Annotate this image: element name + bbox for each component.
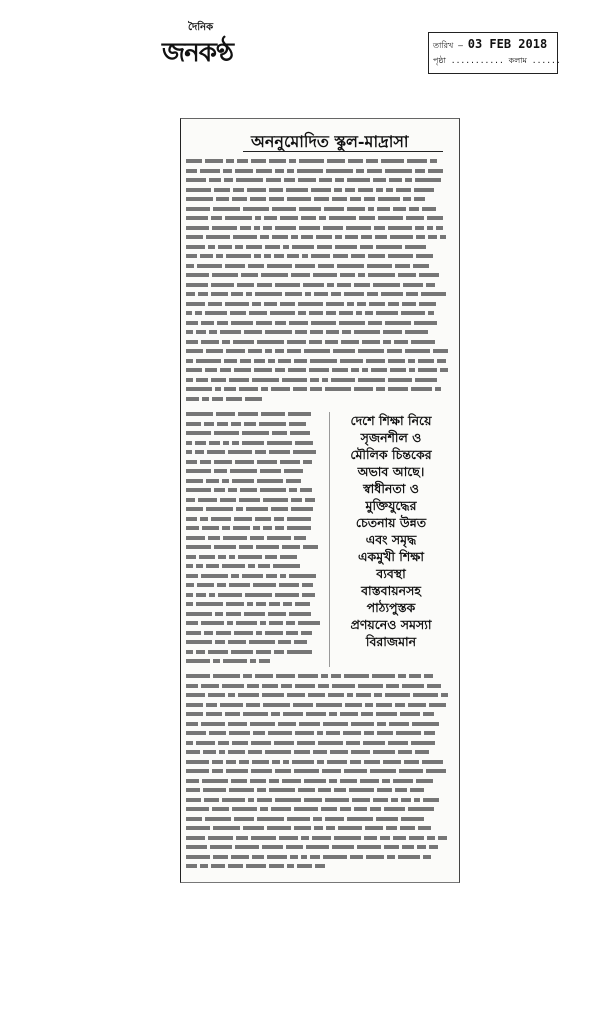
illegible-text-line xyxy=(186,319,452,329)
illegible-text-line xyxy=(186,629,326,639)
illegible-text-line xyxy=(186,195,452,205)
pullquote-line: এবং সমৃদ্ধ xyxy=(365,532,417,547)
illegible-text-line xyxy=(186,385,452,395)
illegible-text-line xyxy=(186,739,452,749)
illegible-text-line xyxy=(186,691,452,701)
illegible-text-line xyxy=(186,572,326,582)
illegible-text-line xyxy=(186,672,452,682)
illegible-text-line xyxy=(186,233,452,243)
illegible-text-line xyxy=(186,176,452,186)
illegible-text-line xyxy=(186,262,452,272)
pullquote-line: বিরাজমান xyxy=(365,634,417,649)
pullquote-line: চেতনায় উন্নত xyxy=(355,515,427,530)
illegible-text-line xyxy=(186,701,452,711)
illegible-text-line xyxy=(186,657,326,667)
clipping-stamp: তারিখ — 03 FEB 2018 পৃষ্ঠা ........... কলাম ...... xyxy=(428,32,558,74)
illegible-text-line xyxy=(186,467,326,477)
illegible-text-line xyxy=(186,553,326,563)
illegible-text-line xyxy=(186,748,452,758)
illegible-text-line xyxy=(186,786,452,796)
illegible-text-line xyxy=(186,395,452,405)
illegible-text-line xyxy=(186,458,326,468)
pullquote-line: দেশে শিক্ষা নিয়ে xyxy=(350,413,432,428)
masthead-name: জনকণ্ঠ xyxy=(162,38,233,68)
illegible-text-line xyxy=(186,758,452,768)
illegible-text-line xyxy=(186,862,452,872)
illegible-text-line xyxy=(186,843,452,853)
illegible-text-line xyxy=(186,347,452,357)
illegible-text-line xyxy=(186,281,452,291)
pullquote-line: ব্যবস্থা xyxy=(376,566,406,581)
illegible-text-line xyxy=(186,543,326,553)
pullquote-line: বাস্তবায়নসহ xyxy=(361,583,421,598)
illegible-text-line xyxy=(186,505,326,515)
illegible-text-line xyxy=(186,834,452,844)
illegible-text-line xyxy=(186,767,452,777)
stamp-date: 03 FEB 2018 xyxy=(467,37,548,51)
masthead-daily: দৈনিক xyxy=(188,22,214,33)
illegible-text-line xyxy=(186,824,452,834)
article-body-bottom xyxy=(186,672,452,878)
illegible-text-line xyxy=(186,338,452,348)
pullquote-line: মৌলিক চিন্তকের xyxy=(350,447,432,462)
pullquote-line: স্বাধীনতা ও xyxy=(363,481,419,496)
illegible-text-line xyxy=(186,534,326,544)
illegible-text-line xyxy=(186,562,326,572)
illegible-text-line xyxy=(186,815,452,825)
illegible-text-line xyxy=(186,214,452,224)
illegible-text-line xyxy=(186,366,452,376)
pullquote-line: মুক্তিযুদ্ধের xyxy=(365,498,417,513)
illegible-text-line xyxy=(186,243,452,253)
illegible-text-line xyxy=(186,271,452,281)
pullquote-line: পাঠ্যপুস্তক xyxy=(366,600,416,615)
illegible-text-line xyxy=(186,420,326,430)
illegible-text-line xyxy=(186,805,452,815)
illegible-text-line xyxy=(186,600,326,610)
illegible-text-line xyxy=(186,167,452,177)
illegible-text-line xyxy=(186,648,326,658)
illegible-text-line xyxy=(186,710,452,720)
illegible-text-line xyxy=(186,439,326,449)
illegible-text-line xyxy=(186,486,326,496)
illegible-text-line xyxy=(186,309,452,319)
stamp-column-label: কলাম xyxy=(508,56,527,65)
article-body-left-column xyxy=(186,410,326,669)
illegible-text-line xyxy=(186,796,452,806)
illegible-text-line xyxy=(186,410,326,420)
stamp-date-label: তারিখ xyxy=(433,41,454,50)
illegible-text-line xyxy=(186,581,326,591)
article-body-top xyxy=(186,157,452,410)
illegible-text-line xyxy=(186,729,452,739)
illegible-text-line xyxy=(186,357,452,367)
illegible-text-line xyxy=(186,777,452,787)
illegible-text-line xyxy=(186,429,326,439)
illegible-text-line xyxy=(186,682,452,692)
illegible-text-line xyxy=(186,448,326,458)
illegible-text-line xyxy=(186,186,452,196)
illegible-text-line xyxy=(186,524,326,534)
illegible-text-line xyxy=(186,300,452,310)
pullquote-line: অভাব আছে। xyxy=(357,464,425,479)
illegible-text-line xyxy=(186,224,452,234)
pullquote-line: একমুখী শিক্ষা xyxy=(357,549,425,564)
illegible-text-line xyxy=(186,252,452,262)
title-underline xyxy=(243,151,443,152)
illegible-text-line xyxy=(186,610,326,620)
illegible-text-line xyxy=(186,720,452,730)
pullquote-line: সৃজনশীল ও xyxy=(360,430,422,445)
illegible-text-line xyxy=(186,477,326,487)
pullquote-line: প্রণয়নেও সমস্যা xyxy=(350,617,432,632)
illegible-text-line xyxy=(186,515,326,525)
illegible-text-line xyxy=(186,638,326,648)
illegible-text-line xyxy=(186,853,452,863)
illegible-text-line xyxy=(186,591,326,601)
article-title: অননুমোদিত স্কুল-মাদ্রাসা xyxy=(251,132,409,151)
stamp-page-label: পৃষ্ঠা xyxy=(433,56,446,65)
illegible-text-line xyxy=(186,619,326,629)
illegible-text-line xyxy=(186,290,452,300)
column-divider xyxy=(329,412,330,667)
pullquote xyxy=(331,412,451,650)
illegible-text-line xyxy=(186,205,452,215)
illegible-text-line xyxy=(186,157,452,167)
illegible-text-line xyxy=(186,328,452,338)
article-clipping xyxy=(180,118,460,883)
illegible-text-line xyxy=(186,376,452,386)
illegible-text-line xyxy=(186,496,326,506)
